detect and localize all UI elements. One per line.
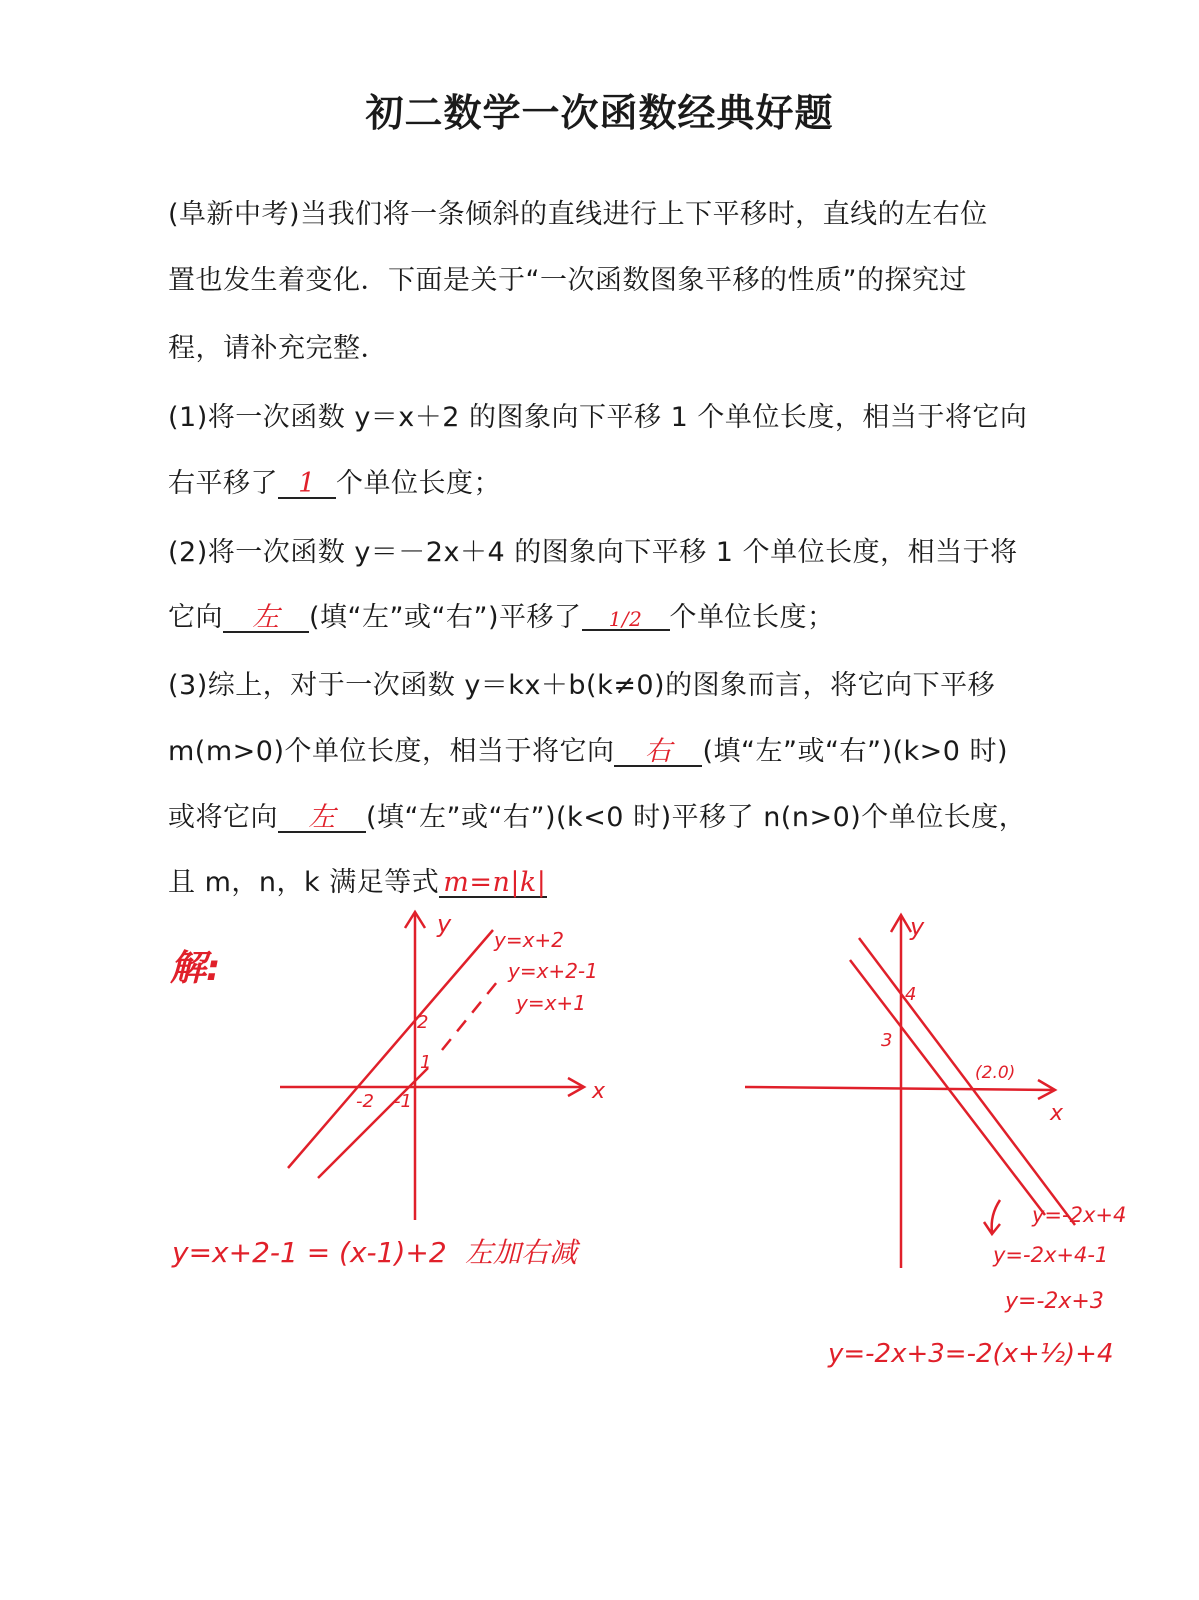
graph1-line-b-dashed — [442, 982, 497, 1050]
graph1-label-a: y=x+2 — [494, 928, 564, 952]
graph1-tick-xm1: -1 — [394, 1091, 412, 1112]
q2-answer-2: 1/2 — [582, 609, 670, 631]
q3-l2-post: (填“左”或“右”)(k>0 时) — [702, 736, 1009, 767]
q3-answer-2: 左 — [278, 804, 366, 833]
intro-line-3: 程，请补充完整． — [168, 333, 388, 364]
q1-post: 个单位长度； — [336, 468, 501, 499]
graph2-x-axis — [745, 1087, 1055, 1090]
solution-label: 解: — [170, 948, 221, 989]
intro-line-1: (阜新中考)当我们将一条倾斜的直线进行上下平移时，直线的左右位 — [168, 199, 988, 230]
q2-answer-1: 左 — [223, 604, 309, 633]
graph1-tick-xm2: -2 — [356, 1091, 374, 1112]
q3-l3-pre: 或将它向 — [168, 802, 278, 833]
q3-line-1: (3)综上，对于一次函数 y＝kx＋b(k≠0)的图象而言，将它向下平移 — [168, 670, 996, 701]
q1-line-1: (1)将一次函数 y＝x＋2 的图象向下平移 1 个单位长度，相当于将它向 — [168, 402, 1028, 433]
graph1-x-label: x — [592, 1079, 606, 1104]
q2-mid: (填“左”或“右”)平移了 — [309, 602, 582, 633]
graph2-label-a: y=-2x+4 — [1032, 1203, 1127, 1227]
page-title: 初二数学一次函数经典好题 — [365, 91, 834, 135]
graph1-label-b2: y=x+1 — [516, 991, 586, 1015]
intro-line-2: 置也发生着变化．下面是关于“一次函数图象平移的性质”的探究过 — [168, 265, 967, 296]
q3-l4-pre: 且 m，n，k 满足等式 — [168, 867, 440, 898]
graph2-label-b2: y=-2x+3 — [1005, 1289, 1104, 1314]
graph2-point: (2.0) — [975, 1063, 1016, 1083]
graph2-note: y=-2x+3=-2(x+½)+4 — [828, 1339, 1114, 1369]
q2-pre: 它向 — [168, 602, 223, 633]
graph2-x-label: x — [1050, 1101, 1064, 1126]
graph1-note: y=x+2-1 = (x-1)+2 — [172, 1236, 447, 1269]
q3-answer-1: 右 — [614, 738, 702, 767]
q2-line-1: (2)将一次函数 y＝－2x＋4 的图象向下平移 1 个单位长度，相当于将 — [168, 537, 1018, 568]
q1-pre: 右平移了 — [168, 468, 278, 499]
arrow-down-icon — [984, 1200, 1000, 1234]
graph1-tick-y2: 2 — [417, 1012, 429, 1033]
graph2-tick-y3: 3 — [881, 1030, 893, 1051]
graph1-label-b1: y=x+2-1 — [508, 959, 598, 983]
q1-answer: 1 — [278, 470, 336, 499]
graph1-y-label: y — [437, 910, 452, 938]
graph1-tick-y1: 1 — [420, 1052, 432, 1073]
graph2-label-b1: y=-2x+4-1 — [993, 1243, 1109, 1267]
q3-l2-pre: m(m>0)个单位长度，相当于将它向 — [168, 736, 615, 767]
graph2-y-label: y — [910, 913, 925, 941]
q3-l3-post: (填“左”或“右”)(k<0 时)平移了 n(n>0)个单位长度， — [366, 802, 1027, 833]
q3-answer-3: m=n|k| — [439, 869, 547, 898]
graph1-rule: 左加右减 — [465, 1236, 578, 1269]
graph1-line-b — [318, 1068, 428, 1178]
graph2-tick-y4: 4 — [905, 984, 917, 1005]
q2-post: 个单位长度； — [669, 602, 835, 633]
graph1-line-a — [288, 930, 493, 1168]
